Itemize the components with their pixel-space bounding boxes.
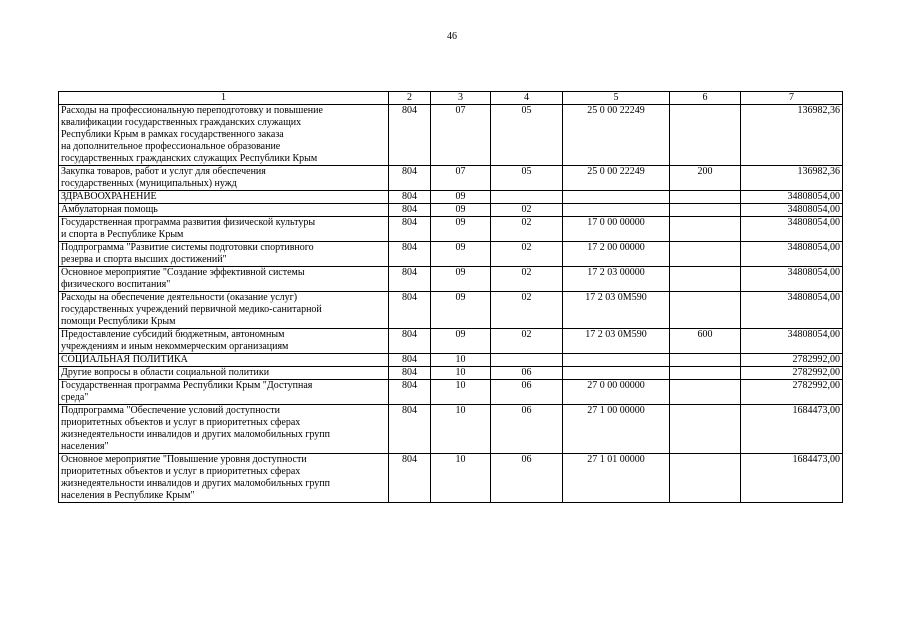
cell-target-code: 17 2 03 0М590 [563,329,670,354]
cell-section: 10 [431,454,491,503]
cell-section: 09 [431,267,491,292]
table-row [59,242,843,267]
cell-amount: 34808054,00 [741,267,843,292]
cell-amount: 2782992,00 [741,367,843,380]
cell-admin-code: 804 [389,405,431,454]
cell-section: 10 [431,405,491,454]
header-col-3: 3 [431,92,491,105]
cell-name: Расходы на обеспечение деятельности (оказание услуг) государственных учреждений первичной медико-санитарной помощи Республики Крым [59,292,389,329]
table-row [59,204,843,217]
cell-expense-type [670,367,741,380]
header-col-4: 4 [491,92,563,105]
cell-amount: 2782992,00 [741,380,843,405]
cell-subsection: 02 [491,267,563,292]
cell-admin-code: 804 [389,380,431,405]
cell-target-code [563,354,670,367]
header-col-7: 7 [741,92,843,105]
cell-expense-type [670,405,741,454]
cell-section: 10 [431,380,491,405]
cell-admin-code: 804 [389,329,431,354]
cell-admin-code: 804 [389,242,431,267]
cell-amount: 136982,36 [741,166,843,191]
cell-subsection: 06 [491,405,563,454]
cell-target-code: 27 1 00 00000 [563,405,670,454]
cell-expense-type [670,354,741,367]
table-row [59,217,843,242]
page-number: 46 [447,31,457,42]
cell-name: Расходы на профессиональную переподготовку и повышение квалификации государственных гражданских служащих Республики Крым в рамках государственного заказа на дополнительное профессиональное образование государственных гражданских служащих Республики Крым [59,105,389,166]
cell-target-code: 27 1 01 00000 [563,454,670,503]
cell-target-code: 17 0 00 00000 [563,217,670,242]
cell-admin-code: 804 [389,292,431,329]
cell-expense-type [670,204,741,217]
table-row [59,405,843,454]
cell-target-code [563,204,670,217]
budget-table [58,91,843,503]
cell-amount: 136982,36 [741,105,843,166]
cell-name: Предоставление субсидий бюджетным, автономным учреждениям и иным некоммерческим организациям [59,329,389,354]
cell-amount: 34808054,00 [741,292,843,329]
table-row [59,354,843,367]
cell-name: Основное мероприятие "Повышение уровня доступности приоритетных объектов и услуг в приоритетных сферах жизнедеятельности инвалидов и других маломобильных групп населения в Республике Крым" [59,454,389,503]
table-row [59,292,843,329]
cell-name: СОЦИАЛЬНАЯ ПОЛИТИКА [59,354,389,367]
cell-section: 09 [431,191,491,204]
cell-name: Государственная программа развития физической культуры и спорта в Республике Крым [59,217,389,242]
cell-target-code: 25 0 00 22249 [563,166,670,191]
table-row [59,454,843,503]
cell-subsection: 06 [491,454,563,503]
cell-target-code [563,191,670,204]
cell-section: 10 [431,367,491,380]
cell-name: Подпрограмма "Обеспечение условий доступности приоритетных объектов и услуг в приоритетных сферах жизнедеятельности инвалидов и других маломобильных групп населения" [59,405,389,454]
cell-admin-code: 804 [389,367,431,380]
cell-target-code: 17 2 03 0М590 [563,292,670,329]
cell-section: 07 [431,105,491,166]
cell-subsection: 02 [491,242,563,267]
cell-section: 09 [431,217,491,242]
cell-amount: 34808054,00 [741,191,843,204]
cell-section: 07 [431,166,491,191]
cell-admin-code: 804 [389,105,431,166]
cell-amount: 34808054,00 [741,217,843,242]
table-row [59,329,843,354]
cell-amount: 1684473,00 [741,454,843,503]
cell-admin-code: 804 [389,191,431,204]
cell-amount: 1684473,00 [741,405,843,454]
cell-expense-type [670,217,741,242]
table-row [59,267,843,292]
cell-target-code [563,367,670,380]
cell-target-code: 17 2 00 00000 [563,242,670,267]
cell-admin-code: 804 [389,166,431,191]
cell-name: Государственная программа Республики Крым "Доступная среда" [59,380,389,405]
cell-admin-code: 804 [389,217,431,242]
cell-expense-type [670,191,741,204]
header-col-5: 5 [563,92,670,105]
cell-section: 09 [431,242,491,267]
header-col-6: 6 [670,92,741,105]
cell-subsection: 06 [491,367,563,380]
cell-name: Основное мероприятие "Создание эффективной системы физического воспитания" [59,267,389,292]
cell-name: Закупка товаров, работ и услуг для обеспечения государственных (муниципальных) нужд [59,166,389,191]
cell-subsection: 05 [491,166,563,191]
cell-admin-code: 804 [389,267,431,292]
header-row [59,92,843,105]
cell-expense-type [670,380,741,405]
cell-subsection: 06 [491,380,563,405]
cell-target-code: 17 2 03 00000 [563,267,670,292]
cell-expense-type [670,242,741,267]
cell-amount: 34808054,00 [741,242,843,267]
cell-subsection: 05 [491,105,563,166]
cell-subsection: 02 [491,204,563,217]
cell-subsection [491,354,563,367]
cell-admin-code: 804 [389,354,431,367]
table-row [59,380,843,405]
cell-expense-type [670,454,741,503]
cell-target-code: 27 0 00 00000 [563,380,670,405]
cell-expense-type [670,267,741,292]
table-row [59,367,843,380]
cell-section: 10 [431,354,491,367]
cell-section: 09 [431,204,491,217]
table-row [59,191,843,204]
cell-section: 09 [431,329,491,354]
cell-name: Амбулаторная помощь [59,204,389,217]
cell-target-code: 25 0 00 22249 [563,105,670,166]
cell-subsection: 02 [491,329,563,354]
cell-name: Подпрограмма "Развитие системы подготовки спортивного резерва и спорта высших достижений" [59,242,389,267]
cell-expense-type: 200 [670,166,741,191]
cell-name: ЗДРАВООХРАНЕНИЕ [59,191,389,204]
header-col-2: 2 [389,92,431,105]
cell-amount: 2782992,00 [741,354,843,367]
table-row [59,105,843,166]
header-col-1: 1 [59,92,389,105]
cell-amount: 34808054,00 [741,329,843,354]
cell-subsection [491,191,563,204]
cell-subsection: 02 [491,292,563,329]
cell-admin-code: 804 [389,454,431,503]
cell-section: 09 [431,292,491,329]
cell-name: Другие вопросы в области социальной политики [59,367,389,380]
cell-subsection: 02 [491,217,563,242]
cell-amount: 34808054,00 [741,204,843,217]
cell-expense-type [670,105,741,166]
cell-admin-code: 804 [389,204,431,217]
table-row [59,166,843,191]
cell-expense-type [670,292,741,329]
cell-expense-type: 600 [670,329,741,354]
